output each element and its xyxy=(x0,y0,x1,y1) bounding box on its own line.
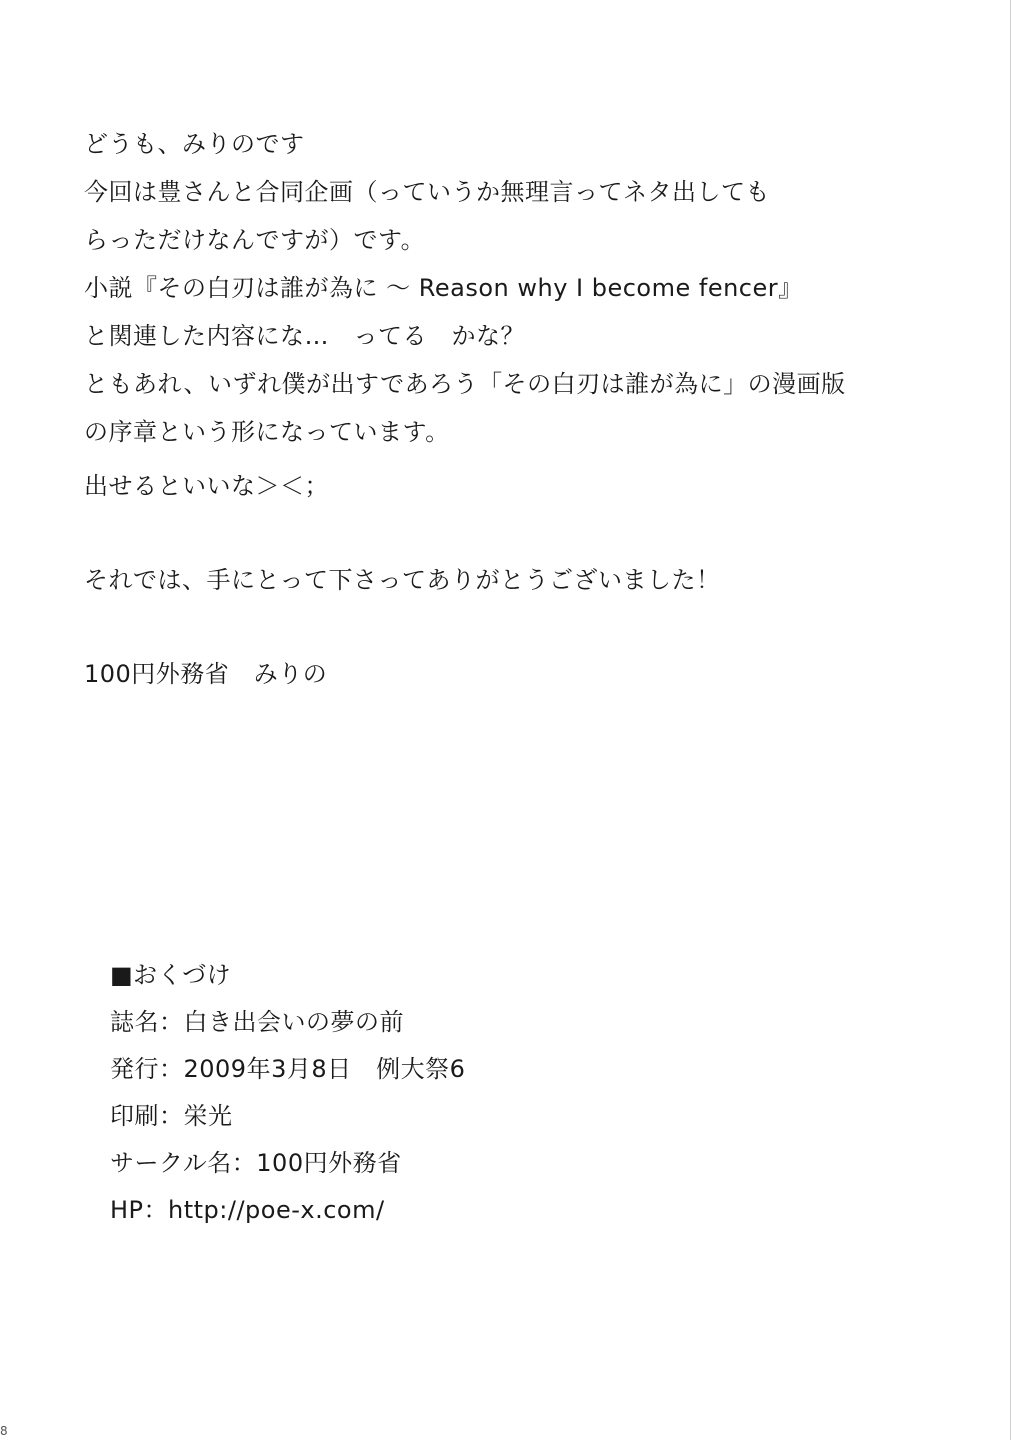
colophon-issue: 発行：2009年3月8日 例大祭6 xyxy=(110,1055,466,1083)
page-number: 8 xyxy=(0,1424,8,1438)
afterword-line-manga: ともあれ、いずれ僕が出すであろう「その白刃は誰が為に」の漫画版 xyxy=(84,370,846,398)
afterword-line-prologue: の序章という形になっています。 xyxy=(84,418,450,446)
colophon-hp: HP：http://poe-x.com/ xyxy=(110,1196,385,1224)
colophon-print: 印刷：栄光 xyxy=(110,1102,233,1130)
afterword-line-collab-cont: らっただけなんですが）です。 xyxy=(84,226,426,254)
colophon-circle: サークル名：100円外務省 xyxy=(110,1149,402,1177)
afterword-line-hope: 出せるといいな＞＜； xyxy=(84,472,329,500)
afterword-line-related: と関連した内容にな… ってる かな？ xyxy=(84,322,525,350)
colophon-heading: ■おくづけ xyxy=(110,961,232,989)
afterword-line-novel: 小説『その白刃は誰が為に ～ Reason why I become fencer』 xyxy=(84,274,803,302)
colophon-title: 誌名：白き出会いの夢の前 xyxy=(110,1008,404,1036)
afterword-line-thanks: それでは、手にとって下さってありがとうございました！ xyxy=(84,566,721,594)
afterword-line-greeting: どうも、みりのです xyxy=(84,130,305,158)
afterword-signature: 100円外務省 みりの xyxy=(84,660,328,688)
afterword-text xyxy=(84,120,984,698)
afterword-line-collab: 今回は豊さんと合同企画（っていうか無理言ってネタ出しても xyxy=(84,178,770,206)
colophon xyxy=(110,952,810,1234)
